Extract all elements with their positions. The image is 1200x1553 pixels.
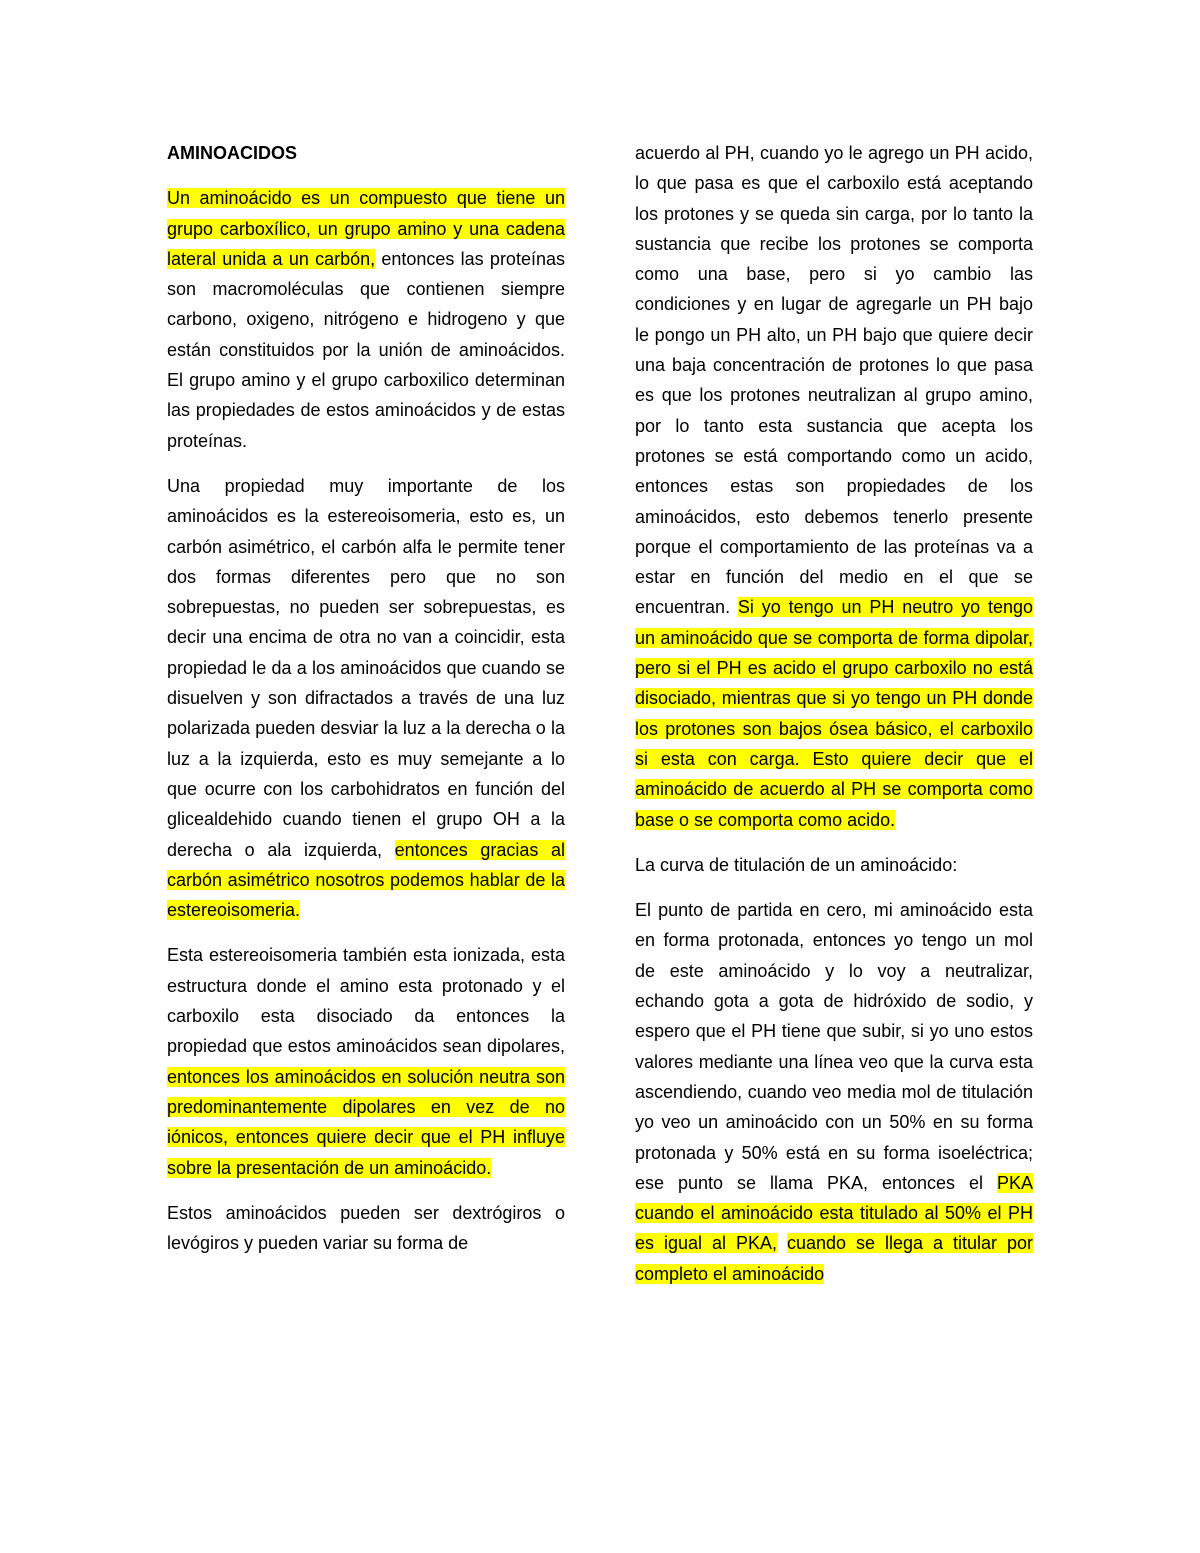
text-segment: Esta estereoisomeria también esta ionizada, esta estructura donde el amino esta protonado y el carboxilo esta disociado da entonces la propiedad que estos aminoácidos sean dipolares, xyxy=(167,945,565,1057)
paragraph xyxy=(167,1198,565,1259)
highlighted-text: entonces gracias al carbón asimétrico nosotros podemos hablar de la estereoisomeria. xyxy=(167,839,565,921)
paragraph xyxy=(167,940,565,1182)
highlighted-text: cuando se llega a titular por completo el aminoácido xyxy=(635,1233,1033,1284)
right-column xyxy=(635,138,1033,1304)
text-segment xyxy=(777,1233,787,1253)
paragraph xyxy=(635,850,1033,880)
text-segment: Estos aminoácidos pueden ser dextrógiros o levógiros y pueden variar su forma de xyxy=(167,1202,565,1254)
text-segment: Una propiedad muy importante de los aminoácidos es la estereoisomeria, esto es, un carbón asimétrico, el carbón alfa le permite tener dos formas diferentes pero que no son sobrepuestas, no pueden ser sobrepuestas, es decir una encima de otra no van a coincidir, esta propiedad le da a los aminoácidos que cuando se disuelven y son difractados a través de una luz polarizada pueden desviar la luz a la derecha o la luz a la izquierda, esto es muy semejante a lo que ocurre con los carbohidratos en función del glicealdehido cuando tienen el grupo OH a la derecha o ala izquierda, xyxy=(167,475,565,860)
paragraph xyxy=(635,895,1033,1289)
document-title: AMINOACIDOS xyxy=(167,143,297,163)
highlighted-text: Un aminoácido es un compuesto que tiene un grupo carboxílico, un grupo amino y una cadena lateral unida a un carbón, xyxy=(167,188,565,269)
highlighted-text: PKA cuando el aminoácido esta titulado al 50% el PH es igual al PKA, xyxy=(635,1172,1033,1254)
left-paragraphs xyxy=(167,183,565,1258)
paragraph xyxy=(167,183,565,456)
paragraph xyxy=(167,471,565,925)
text-segment: La curva de titulación de un aminoácido: xyxy=(635,854,958,875)
right-paragraphs xyxy=(635,138,1033,1289)
text-segment: El punto de partida en cero, mi aminoácido esta en forma protonada, entonces yo tengo un mol de este aminoácido y lo voy a neutralizar, echando gota a gota de hidróxido de sodio, y espero que el PH tiene que subir, si yo uno estos valores mediante una línea veo que la curva esta ascendiendo, cuando veo media mol de titulación yo veo un aminoácido con un 50% en su forma protonada y 50% está en su forma isoeléctrica; ese punto se llama PKA, entonces el xyxy=(635,900,1033,1193)
highlighted-text: Si yo tengo un PH neutro yo tengo un aminoácido que se comporta de forma dipolar, pero si el PH es acido el grupo carboxilo no está disociado, mientras que si yo tengo un PH donde los protones son bajos ósea básico, el carboxilo si esta con carga. Esto quiere decir que el aminoácido de acuerdo al PH se comporta como base o se comporta como acido. xyxy=(635,597,1033,830)
text-segment: entonces las proteínas son macromoléculas que contienen siempre carbono, oxigeno, nitrógeno e hidrogeno y que están constituidos por la unión de aminoácidos. El grupo amino y el grupo carboxilico determinan las propiedades de estos aminoácidos y de estas proteínas. xyxy=(167,248,565,451)
highlighted-text: entonces los aminoácidos en solución neutra son predominantemente dipolares en vez de no iónicos, entonces quiere decir que el PH influye sobre la presentación de un aminoácido. xyxy=(167,1066,565,1178)
paragraph xyxy=(635,138,1033,835)
text-segment: acuerdo al PH, cuando yo le agrego un PH acido, lo que pasa es que el carboxilo está aceptando los protones y se queda sin carga, por lo tanto la sustancia que recibe los protones se comporta como una base, pero si yo cambio las condiciones y en lugar de agregarle un PH bajo le pongo un PH alto, un PH bajo que quiere decir una baja concentración de protones lo que pasa es que los protones neutralizan al grupo amino, por lo tanto esta sustancia que acepta los protones se está comportando como un acido, entonces estas son propiedades de los aminoácidos, esto debemos tenerlo presente porque el comportamiento de las proteínas va a estar en función del medio en el que se encuentran. xyxy=(635,143,1033,618)
left-column xyxy=(167,138,565,1273)
